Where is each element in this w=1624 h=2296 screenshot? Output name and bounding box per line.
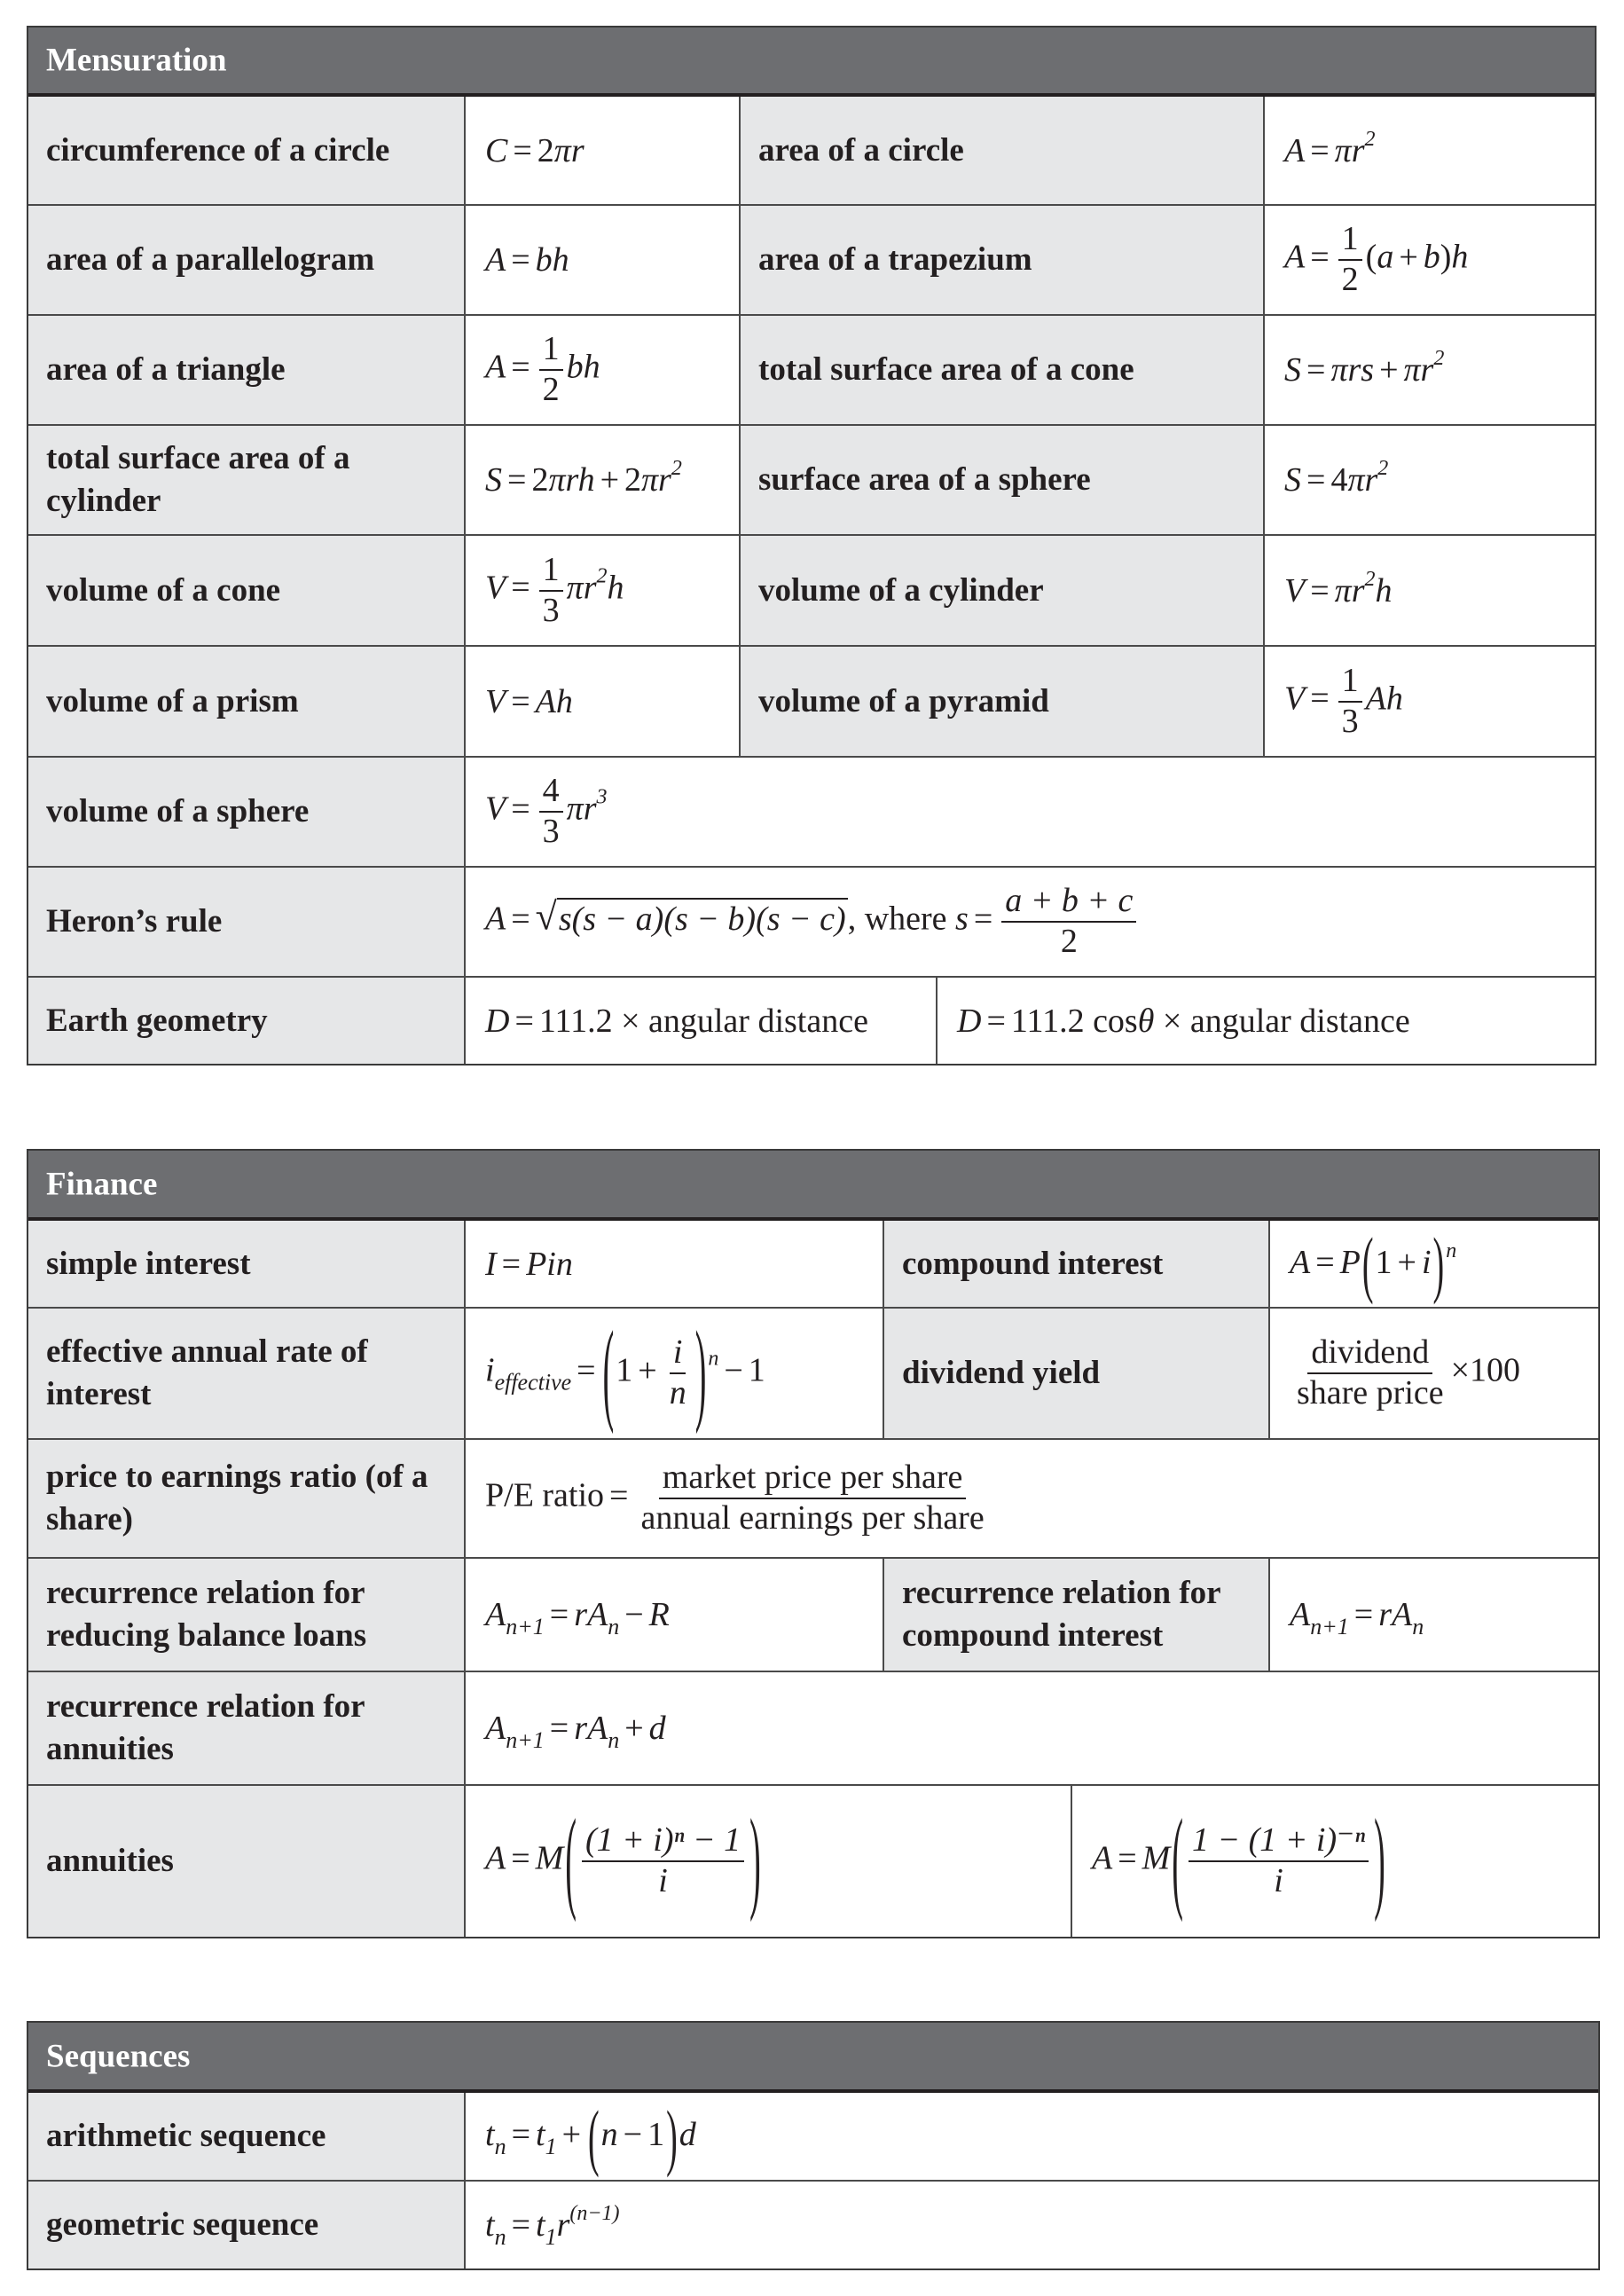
section-header-finance [28, 1151, 1598, 1221]
formula-cell [466, 97, 741, 206]
formula-cell [1265, 426, 1595, 536]
formula-label: surface area of a sphere [758, 461, 1091, 498]
formula-expression: $t_n = t_1 + (n - 1)d$ [485, 2096, 696, 2179]
label-cell [741, 536, 1265, 647]
formula-label: volume of a sphere [46, 793, 310, 830]
fraction: $\frac{1}{3}$ [539, 553, 563, 629]
label-cell [884, 1559, 1270, 1672]
label-cell [28, 1786, 466, 1937]
label-cell [28, 206, 466, 316]
fraction: $\frac{1}{2}$ [539, 332, 563, 408]
formula-label: area of a trapezium [758, 241, 1032, 278]
fraction: $\frac{1}{2}$ [1338, 222, 1362, 298]
formula-label: total surface area of a cone [758, 351, 1134, 388]
fraction: $\frac{4}{3}$ [539, 774, 563, 850]
formula-expression: $t_n = t_1r^{(n-1)}$ [485, 2202, 620, 2250]
formula-expression: $S = 4\pi r^2$ [1284, 457, 1389, 499]
formula-cell [1270, 1309, 1598, 1440]
label-cell [741, 97, 1265, 206]
fraction: $\frac{\text{1 − (1 + i)⁻ⁿ}}{i}$ [1189, 1823, 1369, 1899]
formula-expression: $i_{effective} = (1$ + $\frac{i}{n}$ )$^n$ − 1 [485, 1309, 765, 1437]
formula-cell [466, 2182, 1598, 2268]
formula-label: compound interest [902, 1245, 1164, 1282]
formula-expression: D = 111.2 × angular distance [485, 1002, 868, 1040]
label-cell [28, 2182, 466, 2268]
formula-expression: $A_{n+1} = rA_n - R$ [485, 1596, 670, 1639]
formula-expression: $A = P(1 + i)^n$ [1290, 1223, 1457, 1307]
formula-cell [466, 1559, 884, 1672]
label-cell [28, 978, 466, 1064]
section-title: Sequences [46, 2038, 191, 2074]
formula-expression: $A = \pi r^2$ [1284, 127, 1376, 169]
formula-cell [1270, 1559, 1598, 1672]
formula-cell [466, 1221, 884, 1309]
label-cell [28, 1440, 466, 1559]
formula-label: recurrence relation for compound interest [902, 1575, 1220, 1654]
formula-cell [466, 1309, 884, 1440]
label-cell [28, 647, 466, 758]
label-cell [28, 316, 466, 426]
formula-expression: P/E ratio = $\frac{\text{market price per share}}{\text{annual earnings per share}}$ [485, 1460, 992, 1537]
formula-cell [466, 647, 741, 758]
section-title: Mensuration [46, 42, 227, 79]
formula-cell [466, 1672, 1598, 1786]
formula-label: arithmetic sequence [46, 2118, 326, 2154]
formula-label: simple interest [46, 1245, 251, 1282]
formula-label: recurrence relation for reducing balance loans [46, 1575, 367, 1654]
formula-label: total surface area of a cylinder [46, 440, 350, 519]
formula-expression: A = M( $\frac{\text{1 − (1 + i)⁻ⁿ}}{i}$ ) [1092, 1797, 1385, 1925]
formula-expression: V = $\frac{4}{3}$ $\pi r^3$ [485, 772, 608, 850]
formula-cell [466, 758, 1595, 868]
formula-cell [466, 1440, 1598, 1559]
formula-label: volume of a pyramid [758, 682, 1049, 719]
formula-cell [1265, 206, 1595, 316]
fraction: $\frac{a + b + c}{2}$ [1001, 884, 1136, 960]
label-cell [741, 316, 1265, 426]
formula-cell [938, 978, 1595, 1064]
formula-label: volume of a cone [46, 571, 281, 609]
formula-label: area of a triangle [46, 351, 286, 388]
label-cell [28, 536, 466, 647]
formula-expression: V = $\frac{1}{3}$ Ah [1284, 661, 1403, 740]
formula-cell [1270, 1221, 1598, 1309]
mensuration-table [27, 26, 1597, 1065]
label-cell [884, 1309, 1270, 1440]
formula-label: effective annual rate of interest [46, 1333, 368, 1412]
formula-cell [466, 426, 741, 536]
formula-cell [466, 536, 741, 647]
section-header-sequences [28, 2023, 1598, 2093]
formula-expression: $A_{n+1} = rA_n + d$ [485, 1710, 666, 1753]
formula-label: area of a parallelogram [46, 241, 375, 278]
formula-cell [466, 978, 938, 1064]
label-cell [741, 426, 1265, 536]
formula-expression: $A_{n+1} = rA_n$ [1290, 1596, 1424, 1639]
formula-expression: C = 2πr [485, 131, 584, 169]
formula-label: area of a circle [758, 131, 964, 169]
label-cell [28, 1672, 466, 1786]
formula-cell [1265, 316, 1595, 426]
label-cell [741, 206, 1265, 316]
label-cell [741, 647, 1265, 758]
formula-label: circumference of a circle [46, 131, 390, 169]
label-cell [28, 426, 466, 536]
label-cell [28, 868, 466, 978]
formula-expression: $S = 2\pi rh + 2\pi r^2$ [485, 457, 682, 499]
section-title: Finance [46, 1166, 158, 1202]
formula-expression: A = bh [485, 241, 569, 279]
formula-expression: $S = \pi rs + \pi r^2$ [1284, 347, 1445, 389]
formula-label: geometric sequence [46, 2206, 319, 2243]
label-cell [28, 1309, 466, 1440]
label-cell [28, 97, 466, 206]
formula-expression: A = $\frac{1}{2}$ bh [485, 330, 600, 408]
formula-expression: A = $\frac{1}{2}$ (a + b)h [1284, 220, 1469, 298]
formula-cell [1072, 1786, 1598, 1937]
label-cell [28, 758, 466, 868]
formula-cell [1265, 97, 1595, 206]
formula-expression: I = Pin [485, 1245, 573, 1283]
formula-cell [1265, 647, 1595, 758]
label-cell [28, 2093, 466, 2182]
finance-table [27, 1149, 1600, 1938]
formula-expression: V = $\frac{1}{3}$ $\pi r^2h$ [485, 550, 624, 629]
formula-expression: A = M( $\frac{\text{(1 + i)ⁿ − 1}}{i}$ ) [485, 1797, 761, 1925]
fraction: $\frac{i}{n}$ [669, 1333, 686, 1411]
formula-cell [1265, 536, 1595, 647]
fraction: $\frac{\text{(1 + i)ⁿ − 1}}{i}$ [582, 1823, 744, 1899]
formula-expression: $V = \pi r^2h$ [1284, 567, 1393, 609]
formula-cell [466, 868, 1595, 978]
formula-label: volume of a cylinder [758, 571, 1044, 609]
formula-expression: D = 111.2 cosθ × angular distance [957, 1002, 1410, 1040]
formula-label: price to earnings ratio (of a share) [46, 1459, 428, 1537]
formula-expression: $\frac{\text{dividend}}{\text{share price}}$ ×100 [1290, 1335, 1520, 1411]
formula-cell [466, 316, 741, 426]
label-cell [884, 1221, 1270, 1309]
section-header-mensuration [28, 28, 1595, 97]
formula-cell [466, 1786, 1072, 1937]
formula-label: recurrence relation for annuities [46, 1688, 365, 1767]
formula-label: volume of a prism [46, 682, 299, 719]
formula-cell [466, 2093, 1598, 2182]
fraction: $\frac{\text{market price per share}}{\text{annual earnings per share}}$ [640, 1459, 985, 1537]
formula-cell [466, 206, 741, 316]
label-cell [28, 1221, 466, 1309]
label-cell [28, 1559, 466, 1672]
formula-label: annuities [46, 1843, 174, 1879]
fraction: $\frac{\text{dividend}}{\text{share price}}$ [1297, 1333, 1444, 1411]
formula-label: dividend yield [902, 1355, 1101, 1391]
fraction: $\frac{1}{3}$ [1338, 664, 1362, 740]
formula-label: Earth geometry [46, 1002, 268, 1039]
sequences-table [27, 2021, 1600, 2270]
formula-expression: V = Ah [485, 682, 573, 720]
formula-label: Heron’s rule [46, 903, 223, 940]
formula-expression: A = √s(s − a)(s − b)(s − c), where s = $\frac{a + b + c}{2}$ [485, 884, 1140, 960]
